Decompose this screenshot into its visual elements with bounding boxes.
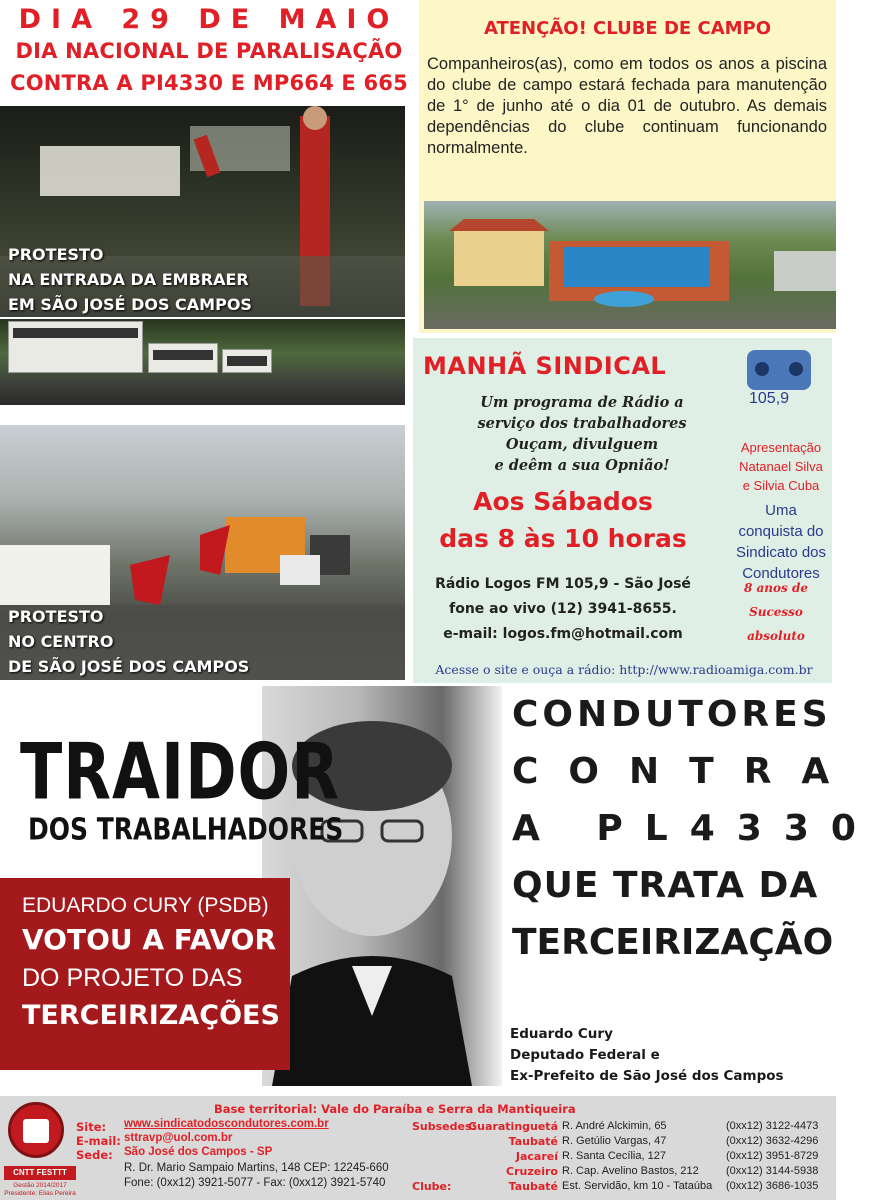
radio-site-link[interactable]: Acesse o site e ouça a rádio: http://www.radioamiga.com.br <box>435 662 813 677</box>
radio-program-panel <box>413 338 832 683</box>
radio-conquest-note: Uma conquista do Sindicato dos Condutores <box>735 502 827 582</box>
traitor-vote-box: EDUARDO CURY (PSDB) VOTOU A FAVOR DO PROJETO DAS TERCEIRIZAÇÕES <box>0 878 290 1070</box>
protest-centro-photo <box>0 425 405 680</box>
branch-address: R. André Alckimin, 65 <box>562 1120 667 1132</box>
email-label: E-mail: <box>76 1134 121 1148</box>
protest-embraer-photo <box>0 106 405 317</box>
radio-frequency: 105,9 <box>749 390 790 407</box>
bus <box>148 343 218 373</box>
clube-label: Clube: <box>412 1180 452 1193</box>
clube-address: Est. Servidão, km 10 - Tataúba <box>562 1180 713 1192</box>
drivers-headline: CONDUTORES CONTRA A PL4330 QUE TRATA DA TERCEIRIZAÇÃO <box>512 694 878 963</box>
branch-phone: (0xx12) 3122-4473 <box>726 1120 819 1132</box>
bus <box>222 349 272 373</box>
traitor-subtitle: DOS TRABALHADORES <box>28 812 344 847</box>
clube-body: Companheiros(as), como em todos os anos a piscina do clube de campo estará fechada para manutenção de 1° de junho até o dia 01 de outubro. As demais dependências do clube continuam funcionando normalmente. <box>427 55 827 157</box>
traitor-title: TRAIDOR <box>20 726 340 818</box>
footer <box>0 1096 836 1200</box>
gestao-note: Gestão 2014/2017 Presidente: Elias Pereira <box>4 1182 76 1197</box>
clube-title: ATENÇÃO! CLUBE DE CAMPO <box>483 18 772 39</box>
branch-address: R. Getúlio Vargas, 47 <box>562 1135 667 1147</box>
strike-title: DIA NACIONAL DE PARALISAÇÃO <box>15 39 403 63</box>
sede-address: R. Dr. Mario Sampaio Martins, 148 CEP: 12245-660 <box>124 1162 389 1174</box>
protest-embraer-caption: PROTESTO NA ENTRADA DA EMBRAER EM SÃO JOSÉ DOS CAMPOS <box>8 245 252 314</box>
pool-illustration <box>424 201 836 329</box>
email-link[interactable]: sttravp@uol.com.br <box>124 1132 233 1144</box>
sede-phone: Fone: (0xx12) 3921-5077 - Fax: (0xx12) 3921-5740 <box>124 1177 386 1189</box>
strike-subtitle: CONTRA A PI4330 E MP664 E 665 <box>10 71 408 95</box>
base-territorial: Base territorial: Vale do Paraíba e Serra da Mantiqueira <box>214 1102 576 1116</box>
bus <box>8 321 143 373</box>
traitor-panel <box>0 686 502 1086</box>
clube-city: Taubaté <box>508 1180 558 1193</box>
branch-phone: (0xx12) 3632-4296 <box>726 1135 819 1147</box>
subsedes-label: Subsedes: <box>412 1120 476 1133</box>
radio-success-note: 8 anos de Sucesso absoluto <box>744 581 808 643</box>
cury-credentials: Eduardo Cury Deputado Federal e Ex-Prefeito de São José dos Campos <box>510 1026 784 1084</box>
branch-address: R. Santa Cecília, 127 <box>562 1150 666 1162</box>
site-label: Site: <box>76 1120 107 1134</box>
protest-centro-caption: PROTESTO NO CENTRO DE SÃO JOSÉ DOS CAMPOS <box>8 607 250 676</box>
clube-phone: (0xx12) 3686-1035 <box>726 1180 819 1192</box>
branch-city: Taubaté <box>508 1135 558 1148</box>
radio-contact: Rádio Logos FM 105,9 - São José fone ao vivo (12) 3941-8655. e-mail: logos.fm@hotmail.com <box>435 576 691 642</box>
radio-icon <box>747 350 811 390</box>
pool-photo <box>424 201 836 329</box>
clube-notice <box>419 0 836 333</box>
branch-phone: (0xx12) 3951-8729 <box>726 1150 819 1162</box>
branch-phone: (0xx12) 3144-5938 <box>726 1165 819 1177</box>
radio-schedule: Aos Sábados das 8 às 10 horas <box>439 487 687 553</box>
buses-photo <box>0 319 405 405</box>
cntt-logo: CNTT FESTTT <box>4 1166 76 1180</box>
radio-program-title: MANHÃ SINDICAL <box>423 352 667 380</box>
radio-presenters: Apresentação Natanael Silva e Silvia Cuba <box>739 440 823 493</box>
branch-city: Jacareí <box>515 1150 558 1163</box>
sede-label: Sede: <box>76 1148 113 1162</box>
cut-logo <box>8 1102 64 1158</box>
radio-slogan: Um programa de Rádio a serviço dos trabalhadores Ouçam, divulguem e deêm a sua Opnião! <box>477 394 687 474</box>
branch-city: Cruzeiro <box>506 1165 558 1178</box>
branch-address: R. Cap. Avelino Bastos, 212 <box>562 1165 699 1177</box>
sede-city: São José dos Campos - SP <box>124 1146 273 1158</box>
strike-date: DIA 29 DE MAIO <box>18 4 400 35</box>
site-link[interactable]: www.sindicatodoscondutores.com.br <box>124 1118 329 1130</box>
strike-headline <box>0 0 418 104</box>
branch-city: Guaratinguetá <box>468 1120 558 1133</box>
